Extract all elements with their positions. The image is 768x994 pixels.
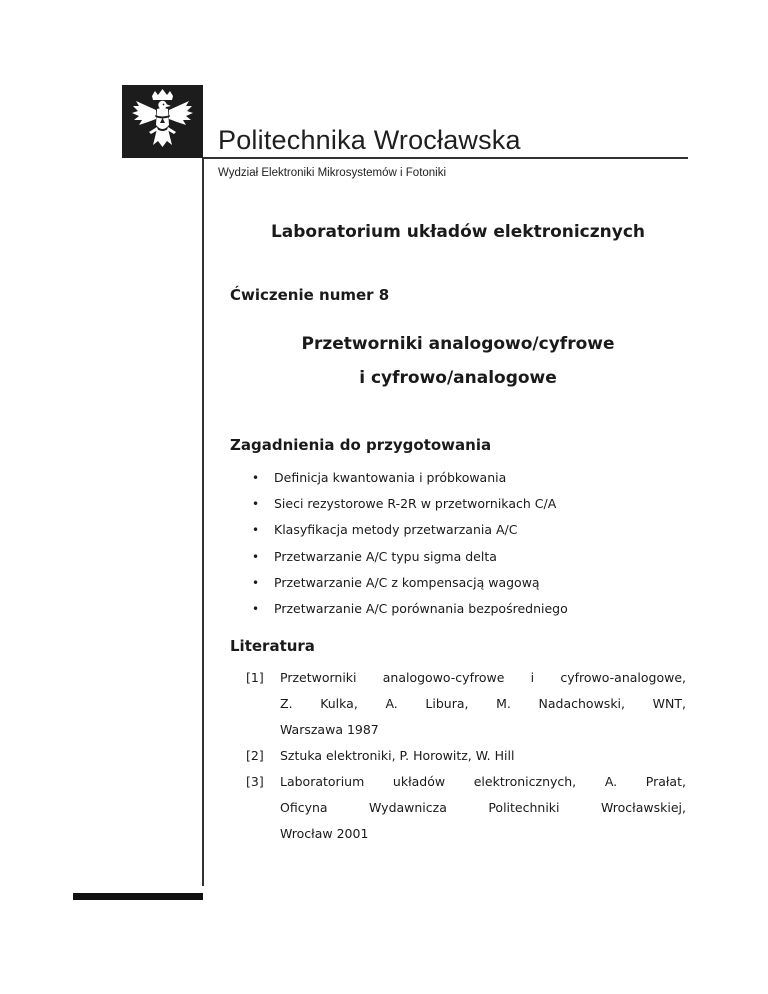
preparation-list — [252, 470, 568, 627]
reference-item — [246, 748, 686, 774]
reference-word: Politechniki — [488, 800, 560, 815]
literature-list — [246, 670, 686, 852]
reference-word: M. — [496, 696, 511, 711]
exercise-number: Ćwiczenie numer 8 — [230, 286, 390, 304]
reference-line — [280, 748, 686, 774]
reference-word: Kulka, — [320, 696, 358, 711]
reference-word: Oficyna — [280, 800, 328, 815]
reference-word: Wrocławskiej, — [600, 800, 686, 815]
reference-item — [246, 670, 686, 748]
reference-word: Sztuka elektroniki, P. Horowitz, W. Hill — [280, 748, 515, 763]
reference-word: A. — [604, 774, 618, 789]
reference-word: Libura, — [425, 696, 469, 711]
side-divider — [202, 158, 204, 886]
university-name: Politechnika Wrocławska — [218, 125, 521, 155]
list-item — [252, 549, 568, 575]
reference-word: analogowo-cyfrowe — [382, 670, 505, 685]
bullet-icon: • — [252, 601, 260, 616]
bullet-icon: • — [252, 549, 260, 564]
list-item-text: Przetwarzanie A/C z kompensacją wagową — [274, 574, 540, 590]
reference-word: Wydawnicza — [369, 800, 447, 815]
reference-number: [1] — [246, 670, 264, 685]
exercise-topic-line-2: i cyfrowo/analogowe — [359, 368, 557, 388]
reference-word: Wrocław 2001 — [280, 826, 369, 841]
reference-word: Przetworniki — [280, 670, 357, 685]
reference-number: [3] — [246, 774, 264, 789]
list-item-text: Przetwarzanie A/C typu sigma delta — [274, 548, 497, 564]
list-item-text: Sieci rezystorowe R-2R w przetwornikach C/A — [274, 496, 557, 512]
bullet-icon: • — [252, 523, 260, 538]
reference-line — [280, 800, 686, 826]
bullet-icon: • — [252, 497, 260, 512]
reference-item — [246, 774, 686, 852]
university-logo — [122, 85, 203, 158]
reference-line — [280, 826, 686, 852]
faculty-name: Wydział Elektroniki Mikrosystemów i Fotoniki — [218, 167, 447, 179]
footer-bar — [73, 893, 203, 900]
reference-word: Warszawa 1987 — [280, 722, 379, 737]
reference-word: WNT, — [652, 696, 686, 711]
reference-line — [280, 722, 686, 748]
bullet-icon: • — [252, 471, 260, 485]
header-divider — [203, 157, 688, 159]
reference-word: Nadachowski, — [538, 696, 625, 711]
list-item — [252, 601, 568, 627]
exercise-topic-line-1: Przetworniki analogowo/cyfrowe — [301, 334, 615, 354]
reference-word: Laboratorium — [280, 774, 365, 789]
list-item — [252, 470, 568, 496]
eagle-crest-icon — [122, 85, 203, 158]
reference-line — [280, 774, 686, 800]
preparation-heading: Zagadnienia do przygotowania — [230, 436, 492, 454]
reference-word: układów — [392, 774, 446, 789]
reference-number: [2] — [246, 748, 264, 763]
bullet-icon: • — [252, 575, 260, 590]
list-item-text: Przetwarzanie A/C porównania bezpośredniego — [274, 600, 568, 616]
reference-line — [280, 670, 686, 696]
reference-word: Z. — [280, 696, 293, 711]
list-item-text: Definicja kwantowania i próbkowania — [274, 470, 507, 485]
reference-word: cyfrowo-analogowe, — [560, 670, 686, 685]
reference-word: A. — [385, 696, 398, 711]
list-item — [252, 522, 568, 548]
reference-word: i — [530, 670, 535, 685]
list-item-text: Klasyfikacja metody przetwarzania A/C — [274, 522, 518, 538]
reference-word: Prałat, — [645, 774, 686, 789]
reference-word: elektronicznych, — [473, 774, 577, 789]
reference-line — [280, 696, 686, 722]
literature-heading: Literatura — [230, 637, 315, 655]
list-item — [252, 496, 568, 522]
list-item — [252, 575, 568, 601]
lab-title: Laboratorium układów elektronicznych — [270, 222, 646, 242]
